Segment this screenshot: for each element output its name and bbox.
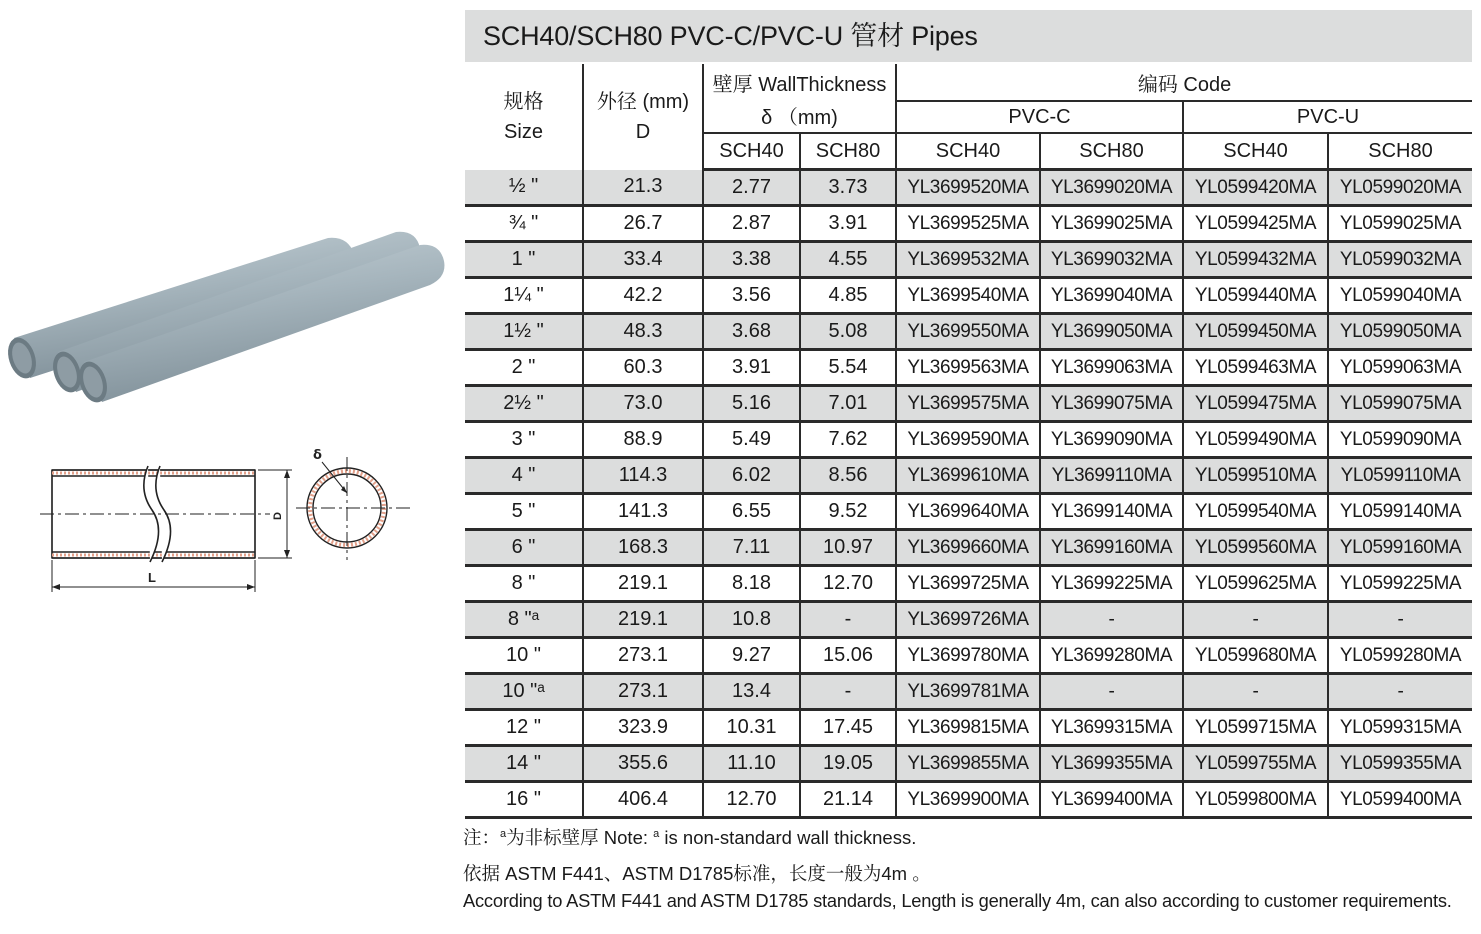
pvcu-sch40-code-cell: YL0599490MA xyxy=(1183,422,1328,458)
diameter-label: D xyxy=(272,512,284,520)
wall-sch80-cell: 15.06 xyxy=(800,638,896,674)
pvcc-sch80-code-cell: - xyxy=(1040,674,1183,710)
od-cell: 141.3 xyxy=(583,494,703,530)
pvcu-sch80-header: SCH80 xyxy=(1328,133,1472,170)
od-header-symbol: D xyxy=(635,120,651,143)
od-cell: 21.3 xyxy=(583,170,703,206)
note-nonstandard xyxy=(463,824,916,850)
wall-sch40-cell: 10.8 xyxy=(703,602,800,638)
pvcu-sch80-code-cell: YL0599355MA xyxy=(1328,746,1472,782)
size-header xyxy=(465,64,583,170)
od-cell: 88.9 xyxy=(583,422,703,458)
wall-sch40-cell: 12.70 xyxy=(703,782,800,818)
table-row xyxy=(465,710,1472,746)
table-row xyxy=(465,242,1472,278)
page-title: SCH40/SCH80 PVC-C/PVC-U 管材 Pipes xyxy=(465,10,1472,62)
od-cell: 273.1 xyxy=(583,674,703,710)
pvcc-sch80-code-cell: YL3699140MA xyxy=(1040,494,1183,530)
wall-sch40-cell: 7.11 xyxy=(703,530,800,566)
wall-sch80-cell: 21.14 xyxy=(800,782,896,818)
size-cell: 1 " xyxy=(465,242,583,278)
pvcc-sch40-code-cell: YL3699525MA xyxy=(896,206,1040,242)
pvcc-sch80-code-cell: YL3699075MA xyxy=(1040,386,1183,422)
pvcu-sch40-code-cell: YL0599755MA xyxy=(1183,746,1328,782)
thickness-label: δ xyxy=(313,448,322,463)
wall-sch40-cell: 5.49 xyxy=(703,422,800,458)
pvcu-sch80-code-cell: YL0599050MA xyxy=(1328,314,1472,350)
size-cell: 3 " xyxy=(465,422,583,458)
od-cell: 33.4 xyxy=(583,242,703,278)
size-cell: 12 " xyxy=(465,710,583,746)
pvcc-sch80-code-cell: YL3699040MA xyxy=(1040,278,1183,314)
pvcc-sch40-code-cell: YL3699640MA xyxy=(896,494,1040,530)
pvc-pipes-photo xyxy=(3,232,444,406)
pvcc-sch80-code-cell: YL3699160MA xyxy=(1040,530,1183,566)
pvcc-sch80-code-cell: YL3699020MA xyxy=(1040,170,1183,206)
pvcc-sch80-code-cell: YL3699315MA xyxy=(1040,710,1183,746)
od-cell: 355.6 xyxy=(583,746,703,782)
pvcu-sch80-code-cell: YL0599040MA xyxy=(1328,278,1472,314)
wall-sch40-cell: 10.31 xyxy=(703,710,800,746)
pvcu-sch40-code-cell: YL0599440MA xyxy=(1183,278,1328,314)
wall-sch80-cell: 3.73 xyxy=(800,170,896,206)
pipe-cross-section-drawing xyxy=(296,457,414,560)
pvcc-sch80-code-cell: YL3699280MA xyxy=(1040,638,1183,674)
table-row xyxy=(465,782,1472,818)
pvcc-sch80-code-cell: YL3699400MA xyxy=(1040,782,1183,818)
size-cell: 2½ " xyxy=(465,386,583,422)
od-cell: 219.1 xyxy=(583,566,703,602)
table-row xyxy=(465,386,1472,422)
wall-sch40-cell: 9.27 xyxy=(703,638,800,674)
od-header-label: 外径 (mm) xyxy=(596,90,690,113)
spec-table-body xyxy=(465,170,1472,818)
pvcc-sch40-code-cell: YL3699575MA xyxy=(896,386,1040,422)
pvcu-sch40-code-cell: YL0599715MA xyxy=(1183,710,1328,746)
table-row xyxy=(465,638,1472,674)
pvcu-sch80-code-cell: YL0599032MA xyxy=(1328,242,1472,278)
pvcu-sch80-code-cell: YL0599315MA xyxy=(1328,710,1472,746)
size-cell: ½ " xyxy=(465,170,583,206)
pvcu-sch40-code-cell: YL0599560MA xyxy=(1183,530,1328,566)
wall-sch40-cell: 5.16 xyxy=(703,386,800,422)
pvcc-sch80-code-cell: YL3699110MA xyxy=(1040,458,1183,494)
pvcu-sch40-code-cell: YL0599463MA xyxy=(1183,350,1328,386)
wall-sch40-cell: 3.68 xyxy=(703,314,800,350)
table-row xyxy=(465,530,1472,566)
size-cell: 14 " xyxy=(465,746,583,782)
wall-sch80-cell: 5.08 xyxy=(800,314,896,350)
wall-sch80-cell: 5.54 xyxy=(800,350,896,386)
pvcc-sch40-code-cell: YL3699660MA xyxy=(896,530,1040,566)
od-cell: 114.3 xyxy=(583,458,703,494)
od-cell: 168.3 xyxy=(583,530,703,566)
pvcu-sch80-code-cell: YL0599225MA xyxy=(1328,566,1472,602)
od-cell: 42.2 xyxy=(583,278,703,314)
od-cell: 26.7 xyxy=(583,206,703,242)
header-row-1 xyxy=(465,64,1472,101)
pvcu-sch80-code-cell: - xyxy=(1328,602,1472,638)
wall-header: 壁厚 WallThickness xyxy=(703,64,896,101)
size-cell: 2 " xyxy=(465,350,583,386)
pvcc-sch40-code-cell: YL3699563MA xyxy=(896,350,1040,386)
pvcu-sch80-code-cell: YL0599110MA xyxy=(1328,458,1472,494)
pvcc-sch80-code-cell: YL3699032MA xyxy=(1040,242,1183,278)
od-cell: 219.1 xyxy=(583,602,703,638)
note-standard-en: According to ASTM F441 and ASTM D1785 standards, Length is generally 4m, can also according to customer requirements. xyxy=(463,890,1452,911)
pvcu-sch40-code-cell: YL0599475MA xyxy=(1183,386,1328,422)
table-row xyxy=(465,422,1472,458)
od-cell: 60.3 xyxy=(583,350,703,386)
wall-sch40-cell: 13.4 xyxy=(703,674,800,710)
pvcc-sch40-code-cell: YL3699781MA xyxy=(896,674,1040,710)
wall-sch40-cell: 11.10 xyxy=(703,746,800,782)
table-row xyxy=(465,314,1472,350)
size-cell: 8 " xyxy=(465,566,583,602)
pvcc-sch40-code-cell: YL3699610MA xyxy=(896,458,1040,494)
wall-sch40-cell: 3.38 xyxy=(703,242,800,278)
table-row xyxy=(465,206,1472,242)
pvcu-sch80-code-cell: YL0599075MA xyxy=(1328,386,1472,422)
od-header xyxy=(583,64,703,170)
pvcu-sch40-code-cell: YL0599450MA xyxy=(1183,314,1328,350)
wall-sch80-cell: 8.56 xyxy=(800,458,896,494)
od-cell: 323.9 xyxy=(583,710,703,746)
size-cell: 6 " xyxy=(465,530,583,566)
note-marker-2: a xyxy=(653,828,660,840)
pvcu-sch80-code-cell: YL0599020MA xyxy=(1328,170,1472,206)
pipe-spec-table xyxy=(465,64,1472,819)
wall-sch80-cell: 7.01 xyxy=(800,386,896,422)
pvcc-sch40-code-cell: YL3699815MA xyxy=(896,710,1040,746)
pipe-side-view-drawing xyxy=(40,466,292,592)
table-row xyxy=(465,350,1472,386)
wall-sch40-cell: 3.91 xyxy=(703,350,800,386)
size-cell: 1½ " xyxy=(465,314,583,350)
table-row xyxy=(465,170,1472,206)
pvcu-sch40-code-cell: YL0599680MA xyxy=(1183,638,1328,674)
wall-sch40-cell: 3.56 xyxy=(703,278,800,314)
wall-sch80-cell: - xyxy=(800,674,896,710)
pvcu-sch40-code-cell: YL0599425MA xyxy=(1183,206,1328,242)
pvcc-sch80-code-cell: YL3699063MA xyxy=(1040,350,1183,386)
pvcu-sch40-code-cell: - xyxy=(1183,674,1328,710)
pvcu-sch40-header: SCH40 xyxy=(1183,133,1328,170)
table-row xyxy=(465,494,1472,530)
pvcc-header: PVC-C xyxy=(896,101,1183,133)
note-standard-cn: 依据 ASTM F441、ASTM D1785标准，长度一般为4m 。 xyxy=(463,863,931,884)
pvcu-sch40-code-cell: YL0599540MA xyxy=(1183,494,1328,530)
pvcu-sch40-code-cell: YL0599432MA xyxy=(1183,242,1328,278)
wall-sch80-cell: - xyxy=(800,602,896,638)
pvcu-sch80-code-cell: YL0599280MA xyxy=(1328,638,1472,674)
pvcc-sch80-code-cell: - xyxy=(1040,602,1183,638)
wall-sch80-cell: 3.91 xyxy=(800,206,896,242)
pvcc-sch40-code-cell: YL3699532MA xyxy=(896,242,1040,278)
pvcc-sch40-code-cell: YL3699780MA xyxy=(896,638,1040,674)
od-cell: 273.1 xyxy=(583,638,703,674)
pvcu-sch80-code-cell: YL0599160MA xyxy=(1328,530,1472,566)
pvcc-sch40-code-cell: YL3699725MA xyxy=(896,566,1040,602)
table-row xyxy=(465,278,1472,314)
note-marker-1: a xyxy=(500,828,507,840)
table-row xyxy=(465,746,1472,782)
pvcu-header: PVC-U xyxy=(1183,101,1472,133)
size-cell: ¾ " xyxy=(465,206,583,242)
wall-sch40-cell: 2.77 xyxy=(703,170,800,206)
note-text-1: 为非标壁厚 Note: xyxy=(506,827,654,848)
pvcu-sch80-code-cell: YL0599400MA xyxy=(1328,782,1472,818)
size-cell: 1¼ " xyxy=(465,278,583,314)
wall-symbol-header: δ （mm) xyxy=(703,101,896,133)
size-cell: 10 "ᵃ xyxy=(465,674,583,710)
pvcu-sch80-code-cell: YL0599090MA xyxy=(1328,422,1472,458)
size-cell: 4 " xyxy=(465,458,583,494)
wall-sch40-cell: 6.02 xyxy=(703,458,800,494)
size-header-en: Size xyxy=(504,120,543,143)
pvcu-sch40-code-cell: - xyxy=(1183,602,1328,638)
pvcc-sch40-code-cell: YL3699590MA xyxy=(896,422,1040,458)
pvcu-sch80-code-cell: - xyxy=(1328,674,1472,710)
size-cell: 10 " xyxy=(465,638,583,674)
wall-sch80-cell: 12.70 xyxy=(800,566,896,602)
pvcu-sch40-code-cell: YL0599800MA xyxy=(1183,782,1328,818)
pvcu-sch40-code-cell: YL0599420MA xyxy=(1183,170,1328,206)
od-cell: 406.4 xyxy=(583,782,703,818)
note-text-2: is non-standard wall thickness. xyxy=(659,827,917,848)
wall-sch80-cell: 9.52 xyxy=(800,494,896,530)
pipe-illustration xyxy=(0,0,460,934)
wall-sch40-cell: 8.18 xyxy=(703,566,800,602)
wall-sch40-cell: 2.87 xyxy=(703,206,800,242)
pvcc-sch80-code-cell: YL3699025MA xyxy=(1040,206,1183,242)
wall-sch80-cell: 4.85 xyxy=(800,278,896,314)
wall-sch80-cell: 4.55 xyxy=(800,242,896,278)
length-label: L xyxy=(148,570,156,585)
table-row xyxy=(465,458,1472,494)
pvcu-sch80-code-cell: YL0599140MA xyxy=(1328,494,1472,530)
pvcu-sch40-code-cell: YL0599510MA xyxy=(1183,458,1328,494)
size-cell: 5 " xyxy=(465,494,583,530)
pvcc-sch80-header: SCH80 xyxy=(1040,133,1183,170)
pvcc-sch80-code-cell: YL3699090MA xyxy=(1040,422,1183,458)
wall-sch80-cell: 17.45 xyxy=(800,710,896,746)
table-row xyxy=(465,566,1472,602)
pvcu-sch80-code-cell: YL0599025MA xyxy=(1328,206,1472,242)
pvcc-sch40-code-cell: YL3699540MA xyxy=(896,278,1040,314)
size-cell: 8 "ᵃ xyxy=(465,602,583,638)
wall-sch40-header: SCH40 xyxy=(703,133,800,170)
wall-sch80-cell: 10.97 xyxy=(800,530,896,566)
od-cell: 73.0 xyxy=(583,386,703,422)
pvcc-sch40-code-cell: YL3699900MA xyxy=(896,782,1040,818)
pvcc-sch40-code-cell: YL3699550MA xyxy=(896,314,1040,350)
wall-sch80-header: SCH80 xyxy=(800,133,896,170)
pvcu-sch80-code-cell: YL0599063MA xyxy=(1328,350,1472,386)
pvcc-sch80-code-cell: YL3699355MA xyxy=(1040,746,1183,782)
size-cell: 16 " xyxy=(465,782,583,818)
pvcc-sch80-code-cell: YL3699050MA xyxy=(1040,314,1183,350)
wall-sch80-cell: 19.05 xyxy=(800,746,896,782)
pvcc-sch40-code-cell: YL3699855MA xyxy=(896,746,1040,782)
wall-sch40-cell: 6.55 xyxy=(703,494,800,530)
table-row xyxy=(465,674,1472,710)
pvcu-sch40-code-cell: YL0599625MA xyxy=(1183,566,1328,602)
table-row xyxy=(465,602,1472,638)
note-label-cn: 注： xyxy=(463,827,501,848)
code-header: 编码 Code xyxy=(896,64,1472,101)
pvcc-sch40-code-cell: YL3699520MA xyxy=(896,170,1040,206)
size-header-cn: 规格 xyxy=(503,90,544,113)
wall-sch80-cell: 7.62 xyxy=(800,422,896,458)
pvcc-sch80-code-cell: YL3699225MA xyxy=(1040,566,1183,602)
pvcc-sch40-header: SCH40 xyxy=(896,133,1040,170)
pvcc-sch40-code-cell: YL3699726MA xyxy=(896,602,1040,638)
od-cell: 48.3 xyxy=(583,314,703,350)
